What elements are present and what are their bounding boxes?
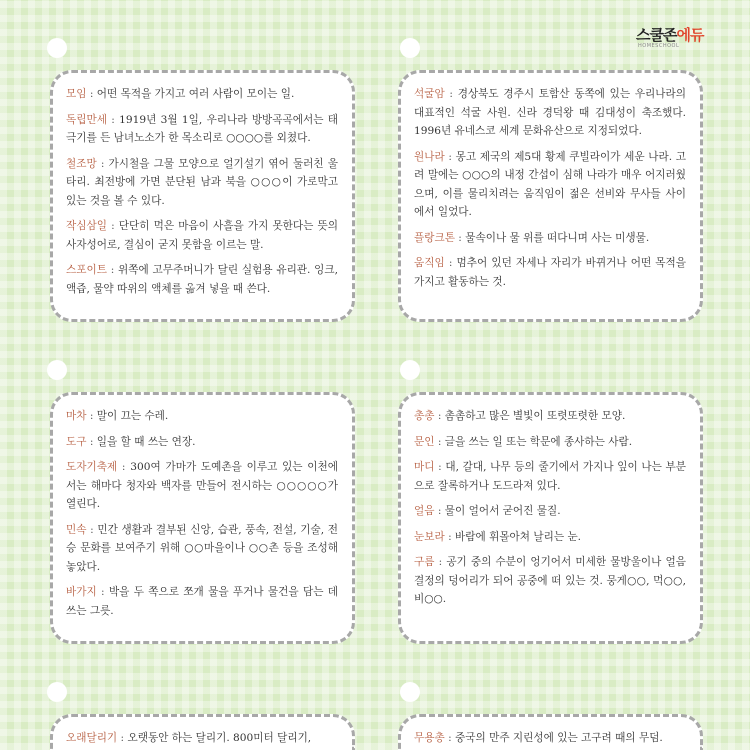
vocab-term: 민속 (66, 523, 87, 536)
vocab-term: 원나라 (414, 150, 445, 163)
vocab-definition: 어떤 목적을 가지고 여러 사람이 모이는 일. (96, 88, 295, 100)
vocab-term: 스포이트 (66, 264, 107, 276)
vocab-term: 석굴암 (414, 88, 445, 100)
vocab-entry: 민속 : 민간 생활과 결부된 신앙, 습관, 풍속, 전설, 기술, 전승 문화를 보여주기 위해 ○○마을이나 ○○촌 등을 조성해 놓았다. (66, 523, 338, 573)
vocab-term: 총총 (414, 410, 435, 422)
vocab-entry: 움직임 : 멈추어 있던 자세나 자리가 바뀌거나 어떤 목적을 가지고 활동하는 것. (414, 257, 687, 288)
vocab-entry: 석굴암 : 경상북도 경주시 토함산 동쪽에 있는 우리나라의 대표적인 석굴 사원. 신라 경덕왕 때 김대성이 축조했다. 1996년 유네스코 세계 문화유산으로 지정되었다. (414, 88, 686, 137)
vocab-term: 도구 (66, 435, 87, 448)
vocab-entry: 원나라 : 몽고 제국의 제5대 황제 쿠빌라이가 세운 나라. 고려 말에는 ○○○의 내정 간섭이 심해 나라가 매우 어지러웠으며, 이를 물리치려는 움직임이 젊은 선비와 무사들 사이에서 일었다. (414, 150, 686, 218)
vocab-term: 독립만세 (66, 113, 107, 126)
vocab-term: 작심삼일 (66, 220, 107, 232)
ring-hole-dot (47, 38, 67, 58)
vocab-entry: 마디 : 대, 갈대, 나무 등의 줄기에서 가지나 잎이 나는 부분으로 잘록하거나 도드라져 있다. (414, 461, 686, 492)
vocab-entry: 모임 : 어떤 목적을 가지고 여러 사람이 모이는 일. (66, 88, 295, 100)
vocab-entry: 작심삼일 : 단단히 먹은 마음이 사흘을 가지 못한다는 뜻의 사자성어로, 결심이 굳지 못함을 이르는 말. (66, 220, 338, 251)
vocab-entry: 오래달리기 : 오랫동안 하는 달리기. 800미터 달리기, (66, 732, 312, 744)
vocab-entry: 눈보라 : 바람에 휘몰아쳐 날리는 눈. (414, 530, 582, 543)
vocab-entry: 얼음 : 물이 얼어서 굳어진 물질. (414, 505, 561, 517)
vocab-term: 마디 (414, 461, 435, 473)
vocab-definition: 경상북도 경주시 토함산 동쪽에 있는 우리나라의 대표적인 석굴 사원. 신라 경덕왕 때 김대성이 축조했다. 1996년 유네스코 세계 문화유산으로 지정되었다. (414, 88, 686, 137)
vocab-entry: 도자기축제 : 300여 가마가 도예촌을 이루고 있는 이천에서는 해마다 청자와 백자를 만들어 전시하는 ○○○○○가 열린다. (66, 461, 339, 510)
ring-hole-dot (400, 682, 420, 702)
vocab-term: 마차 (66, 410, 87, 422)
vocab-term: 문인 (414, 435, 435, 448)
vocab-entry: 플랑크톤 : 물속이나 물 위를 떠다니며 사는 미생물. (414, 231, 650, 244)
vocab-card-2 (398, 70, 703, 322)
vocab-entry: 문인 : 글을 쓰는 일 또는 학문에 종사하는 사람. (414, 435, 633, 448)
vocab-term: 플랑크톤 (414, 231, 455, 244)
vocab-card-5 (50, 714, 355, 750)
vocab-term: 오래달리기 (66, 732, 118, 744)
vocab-entry: 마차 : 말이 끄는 수레. (66, 410, 169, 422)
vocab-entry: 철조망 : 가시철을 그물 모양으로 얼기설기 엮어 둘러친 울타리. 최전방에 가면 분단된 남과 북을 ○○○이 가로막고 있는 것을 볼 수 있다. (66, 157, 339, 207)
vocab-definition: 중국의 만주 지린성에 있는 고구려 때의 무덤. (455, 732, 663, 744)
vocab-entry: 스포이트 : 위쪽에 고무주머니가 달린 실험용 유리관. 잉크, 액즙, 물약 따위의 액체를 옮겨 넣을 때 쓴다. (66, 264, 338, 295)
vocab-term: 무용총 (414, 732, 445, 744)
brand-name: 스쿨존 (636, 26, 677, 44)
vocab-term: 모임 (66, 88, 87, 100)
vocab-definition: 바람에 휘몰아쳐 날리는 눈. (455, 530, 582, 543)
vocab-term: 바가지 (66, 586, 97, 598)
brand-logo (636, 24, 726, 54)
vocab-definition: 단단히 먹은 마음이 사흘을 가지 못한다는 뜻의 사자성어로, 결심이 굳지 못함을 이르는 말. (66, 220, 338, 251)
vocab-definition: 멈추어 있던 자세나 자리가 바뀌거나 어떤 목적을 가지고 활동하는 것. (414, 257, 687, 288)
vocab-entry: 바가지 : 박을 두 쪽으로 쪼개 물을 푸거나 물건을 담는 데 쓰는 그릇. (66, 586, 338, 617)
ring-hole-dot (47, 682, 67, 702)
vocab-definition: 물속이나 물 위를 떠다니며 사는 미생물. (465, 231, 650, 244)
vocab-entry: 구름 : 공기 중의 수분이 엉기어서 미세한 물방울이나 얼음 결정의 덩어리가 되어 공중에 떠 있는 것. 뭉게○○, 먹○○, 비○○. (414, 556, 687, 605)
vocab-term: 얼음 (414, 505, 435, 517)
vocab-definition: 1919년 3월 1일, 우리나라 방방곡곡에서는 태극기를 든 남녀노소가 한 목소리로 ○○○○를 외쳤다. (66, 113, 338, 144)
vocab-definition: 몽고 제국의 제5대 황제 쿠빌라이가 세운 나라. 고려 말에는 ○○○의 내정 간섭이 심해 나라가 매우 어지러웠으며, 이를 물리치려는 움직임이 젊은 선비와 무사들 사이에서 일었다. (414, 150, 686, 218)
vocab-entry: 도구 : 일을 할 때 쓰는 연장. (66, 435, 196, 448)
vocab-card-4 (398, 392, 703, 644)
vocab-term: 도자기축제 (66, 461, 118, 473)
vocab-term: 눈보라 (414, 530, 445, 543)
ring-hole-dot (47, 360, 67, 380)
brand-logo-text (636, 24, 726, 45)
vocab-entry: 독립만세 : 1919년 3월 1일, 우리나라 방방곡곡에서는 태극기를 든 남녀노소가 한 목소리로 ○○○○를 외쳤다. (66, 113, 338, 144)
vocab-definition: 300여 가마가 도예촌을 이루고 있는 이천에서는 해마다 청자와 백자를 만들어 전시하는 ○○○○○가 열린다. (66, 461, 339, 510)
vocab-definition: 가시철을 그물 모양으로 얼기설기 엮어 둘러친 울타리. 최전방에 가면 분단된 남과 북을 ○○○이 가로막고 있는 것을 볼 수 있다. (66, 157, 339, 207)
brand-subtitle: HOMESCHOOL (638, 43, 680, 49)
vocab-term: 철조망 (66, 157, 97, 170)
vocab-card-3 (50, 392, 355, 644)
brand-edu: 에듀 (676, 26, 704, 44)
vocab-definition: 공기 중의 수분이 엉기어서 미세한 물방울이나 얼음 결정의 덩어리가 되어 공중에 떠 있는 것. 뭉게○○, 먹○○, 비○○. (414, 556, 687, 605)
vocab-entry: 총총 : 촘촘하고 많은 별빛이 또렷또렷한 모양. (414, 410, 626, 422)
vocab-card-6 (398, 714, 703, 750)
ring-hole-dot (400, 360, 420, 380)
vocab-definition: 글을 쓰는 일 또는 학문에 종사하는 사람. (444, 435, 633, 448)
vocab-term: 구름 (414, 556, 435, 568)
vocab-definition: 민간 생활과 결부된 신앙, 습관, 풍속, 전설, 기술, 전승 문화를 보여주기 위해 ○○마을이나 ○○촌 등을 조성해 놓았다. (66, 523, 338, 573)
vocab-term: 움직임 (414, 257, 445, 269)
vocab-entry: 무용총 : 중국의 만주 지린성에 있는 고구려 때의 무덤. (414, 732, 663, 744)
vocab-definition: 일을 할 때 쓰는 연장. (96, 435, 196, 448)
vocab-card-1 (50, 70, 355, 322)
vocab-definition: 물이 얼어서 굳어진 물질. (444, 505, 561, 517)
vocab-definition: 촘촘하고 많은 별빛이 또렷또렷한 모양. (444, 410, 626, 422)
vocab-definition: 말이 끄는 수레. (96, 410, 169, 422)
vocab-definition: 대, 갈대, 나무 등의 줄기에서 가지나 잎이 나는 부분으로 잘록하거나 도드라져 있다. (414, 461, 686, 492)
vocab-definition: 오랫동안 하는 달리기. 800미터 달리기, (127, 732, 312, 744)
vocab-definition: 박을 두 쪽으로 쪼개 물을 푸거나 물건을 담는 데 쓰는 그릇. (66, 586, 338, 617)
vocab-definition: 위쪽에 고무주머니가 달린 실험용 유리관. 잉크, 액즙, 물약 따위의 액체를 옮겨 넣을 때 쓴다. (66, 264, 338, 295)
ring-hole-dot (400, 38, 420, 58)
